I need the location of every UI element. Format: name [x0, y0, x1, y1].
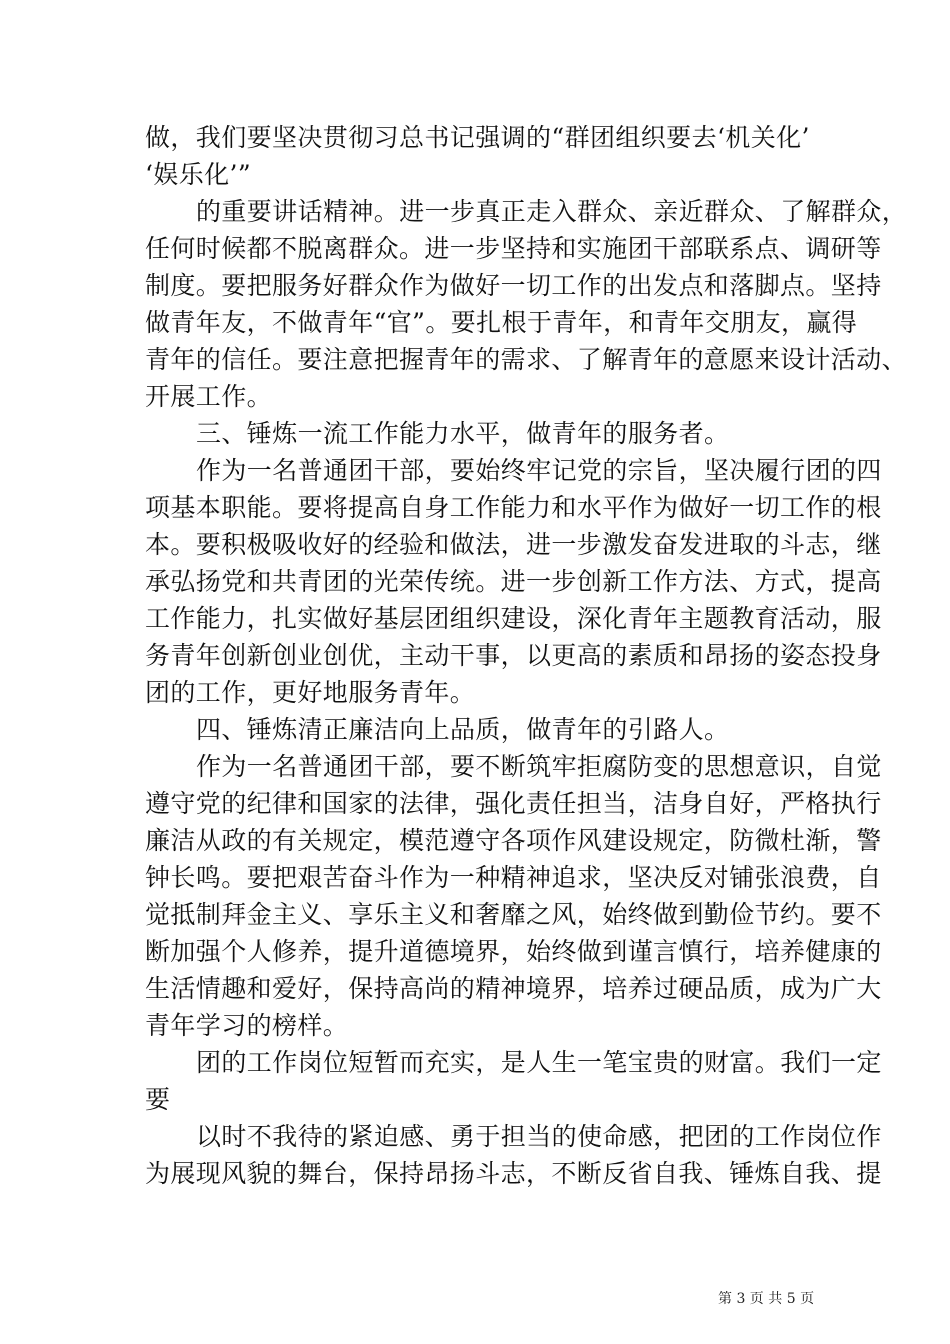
text-line: 工作能力，扎实做好基层团组织建设，深化青年主题教育活动，服 — [145, 604, 882, 633]
section-heading: 四、锤炼清正廉洁向上品质，做青年的引路人。 — [196, 715, 730, 744]
text-line: 项基本职能。要将提高自身工作能力和水平作为做好一切工作的根 — [145, 493, 882, 522]
text-line: 作为一名普通团干部，要始终牢记党的宗旨，坚决履行团的四 — [196, 456, 882, 485]
text-line: 本。要积极吸收好的经验和做法，进一步激发奋发进取的斗志，继 — [145, 530, 882, 559]
text-line: 生活情趣和爱好，保持高尚的精神境界，培养过硬品质，成为广大 — [145, 974, 882, 1003]
text-line: 务青年创新创业创优，主动干事，以更高的素质和昂扬的姿态投身 — [145, 641, 882, 670]
text-line: 为展现风貌的舞台，保持昂扬斗志，不断反省自我、锤炼自我、提 — [145, 1159, 882, 1188]
text-line: 团的工作岗位短暂而充实，是人生一笔宝贵的财富。我们一定 — [196, 1048, 882, 1077]
page-number: 第 3 页 共 5 页 — [718, 1291, 815, 1307]
text-line: 断加强个人修养，提升道德境界，始终做到谨言慎行，培养健康的 — [145, 937, 882, 966]
text-line: 做，我们要坚决贯彻习总书记强调的“群团组织要去‘机关化’ — [145, 123, 810, 152]
text-line: 做青年友，不做青年“官”。要扎根于青年，和青年交朋友，赢得 — [145, 308, 858, 337]
text-line: ‘娱乐化’” — [145, 160, 252, 189]
text-line: 作为一名普通团干部，要不断筑牢拒腐防变的思想意识，自觉 — [196, 752, 882, 781]
text-line: 钟长鸣。要把艰苦奋斗作为一种精神追求，坚决反对铺张浪费，自 — [145, 863, 882, 892]
text-line: 承弘扬党和共青团的光荣传统。进一步创新工作方法、方式，提高 — [145, 567, 882, 596]
section-heading: 三、锤炼一流工作能力水平，做青年的服务者。 — [196, 419, 730, 448]
text-line: 遵守党的纪律和国家的法律，强化责任担当，洁身自好，严格执行 — [145, 789, 882, 818]
text-line: 任何时候都不脱离群众。进一步坚持和实施团干部联系点、调研等 — [145, 234, 882, 263]
text-line: 开展工作。 — [145, 382, 273, 411]
text-line: 青年的信任。要注意把握青年的需求、了解青年的意愿来设计活动、 — [145, 345, 908, 374]
text-line: 青年学习的榜样。 — [145, 1011, 349, 1040]
text-line: 团的工作，更好地服务青年。 — [145, 678, 476, 707]
text-line: 以时不我待的紧迫感、勇于担当的使命感，把团的工作岗位作 — [196, 1122, 882, 1151]
text-line: 制度。要把服务好群众作为做好一切工作的出发点和落脚点。坚持 — [145, 271, 882, 300]
text-line: 要 — [145, 1085, 171, 1114]
text-line: 的重要讲话精神。进一步真正走入群众、亲近群众、了解群众， — [196, 197, 908, 226]
text-line: 觉抵制拜金主义、享乐主义和奢靡之风，始终做到勤俭节约。要不 — [145, 900, 882, 929]
text-line: 廉洁从政的有关规定，模范遵守各项作风建设规定，防微杜渐，警 — [145, 826, 882, 855]
